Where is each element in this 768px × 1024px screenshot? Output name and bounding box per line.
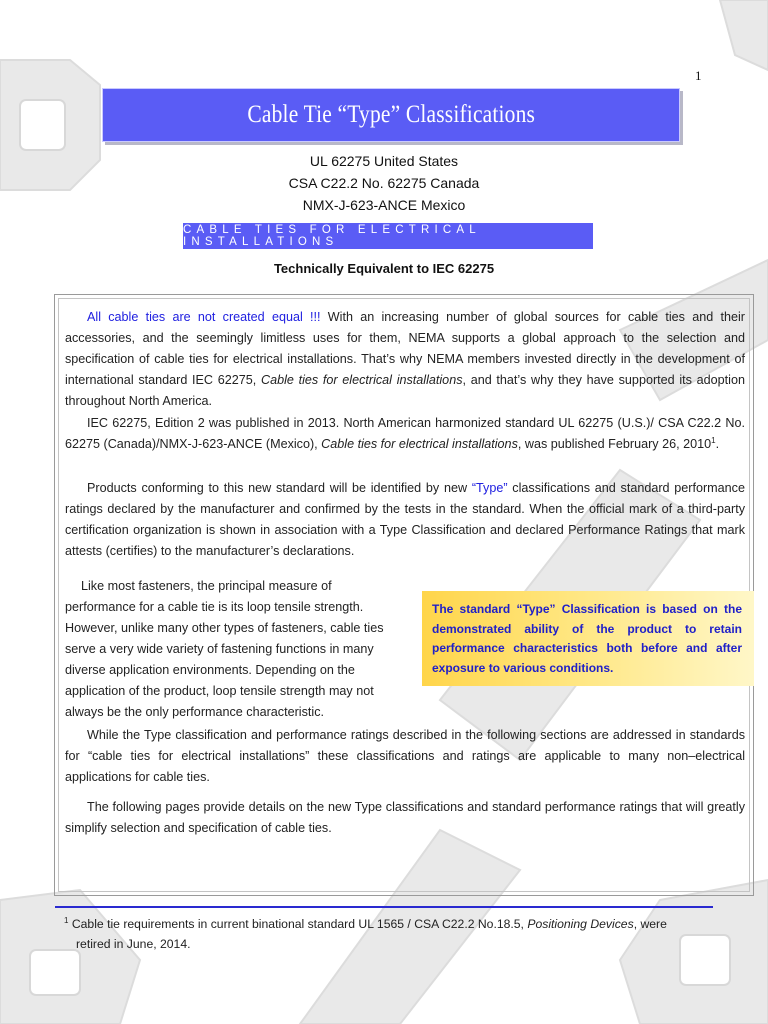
paragraph-following	[65, 797, 745, 839]
footnote-text-c: retired in June, 2014.	[76, 937, 191, 951]
intro-lead: All cable ties are not created equal !!!	[87, 310, 321, 324]
type-word: “Type”	[471, 481, 508, 495]
publication-text: IEC 62275, Edition 2 was published in 2013. North American harmonized standard UL 62275 (U.S.)/ CSA C22.2 No. 62275 (Canada)/NMX-J-623-ANCE (Mexico),	[65, 416, 745, 451]
standard-canada: CSA C22.2 No. 62275 Canada	[288, 175, 480, 191]
type-text-a: Products conforming to this new standard will be identified by new	[87, 481, 472, 495]
standard-mexico: NMX-J-623-ANCE Mexico	[302, 197, 466, 213]
intro-italic: Cable ties for electrical installations	[260, 373, 463, 387]
footnote-italic: Positioning Devices	[527, 917, 634, 931]
paragraph-fasteners	[65, 576, 405, 723]
paragraph-applications	[65, 725, 745, 788]
equivalence-heading: Technically Equivalent to IEC 62275	[273, 261, 495, 276]
footnote	[64, 914, 704, 954]
publication-end: , was published February 26, 2010	[517, 437, 712, 451]
standard-us: UL 62275 United States	[309, 153, 459, 169]
paragraph-intro	[65, 307, 745, 412]
footnote-rule	[55, 906, 713, 908]
body-frame	[54, 294, 754, 896]
footnote-text-a: Cable tie requirements in current binational standard UL 1565 / CSA C22.2 No.18.5,	[68, 917, 528, 931]
paragraph-publication	[65, 413, 745, 455]
title-banner	[102, 88, 680, 142]
type-text-b: classifications and standard performance ratings declared by the manufacturer and confirmed by the tests in the standard. When the official mark of a third-party certification organization is shown in association with a Type Classification and declared Performance Ratings that mark attests (certifies) to the manufacturer’s declarations.	[65, 481, 745, 558]
subtitle-text: CABLE TIES FOR ELECTRICAL INSTALLATIONS	[183, 224, 481, 248]
publication-dot: .	[715, 437, 720, 451]
subtitle-bar	[183, 223, 593, 249]
intro-end: , and that’s why they have supported its adoption throughout North America.	[65, 373, 745, 408]
paragraph-type	[65, 478, 745, 562]
intro-text: With an increasing number of global sources for cable ties and their accessories, and the seemingly limitless uses for them, NEMA supports a global approach to the selection and specification of cable ties for electrical installations. That’s why NEMA members invested directly in the development of international standard IEC 62275,	[65, 310, 745, 387]
following-text: The following pages provide details on the new Type classifications and standard performance ratings that will greatly simplify selection and specification of cable ties.	[65, 800, 745, 835]
page-title: Cable Tie “Type” Classifications	[247, 101, 535, 128]
footnote-text-b: , were	[633, 917, 667, 931]
fasteners-text: Like most fasteners, the principal measure of performance for a cable tie is its loop tensile strength. However, unlike many other types of fasteners, cable ties serve a very wide variety of fastening functions in many diverse application environments. Depending on the application of the product, loop tensile strength may not always be the only performance characteristic.	[65, 579, 384, 719]
standards-list	[0, 150, 768, 216]
footnote-ref[interactable]: 1	[711, 435, 716, 445]
footnote-marker: 1	[64, 915, 69, 925]
applications-text: While the Type classification and performance ratings described in the following sections are addressed in standards for “cable ties for electrical installations” these classifications and ratings are applicable to many non–electrical applications for cable ties.	[65, 728, 745, 784]
callout-box	[422, 591, 754, 686]
body-frame-inner	[58, 298, 750, 892]
callout-text: The standard “Type” Classification is based on the demonstrated ability of the product to retain performance characteristics both before and after exposure to various conditions.	[432, 602, 742, 675]
page-number: 1	[695, 68, 702, 83]
publication-italic: Cable ties for electrical installations	[321, 437, 518, 451]
